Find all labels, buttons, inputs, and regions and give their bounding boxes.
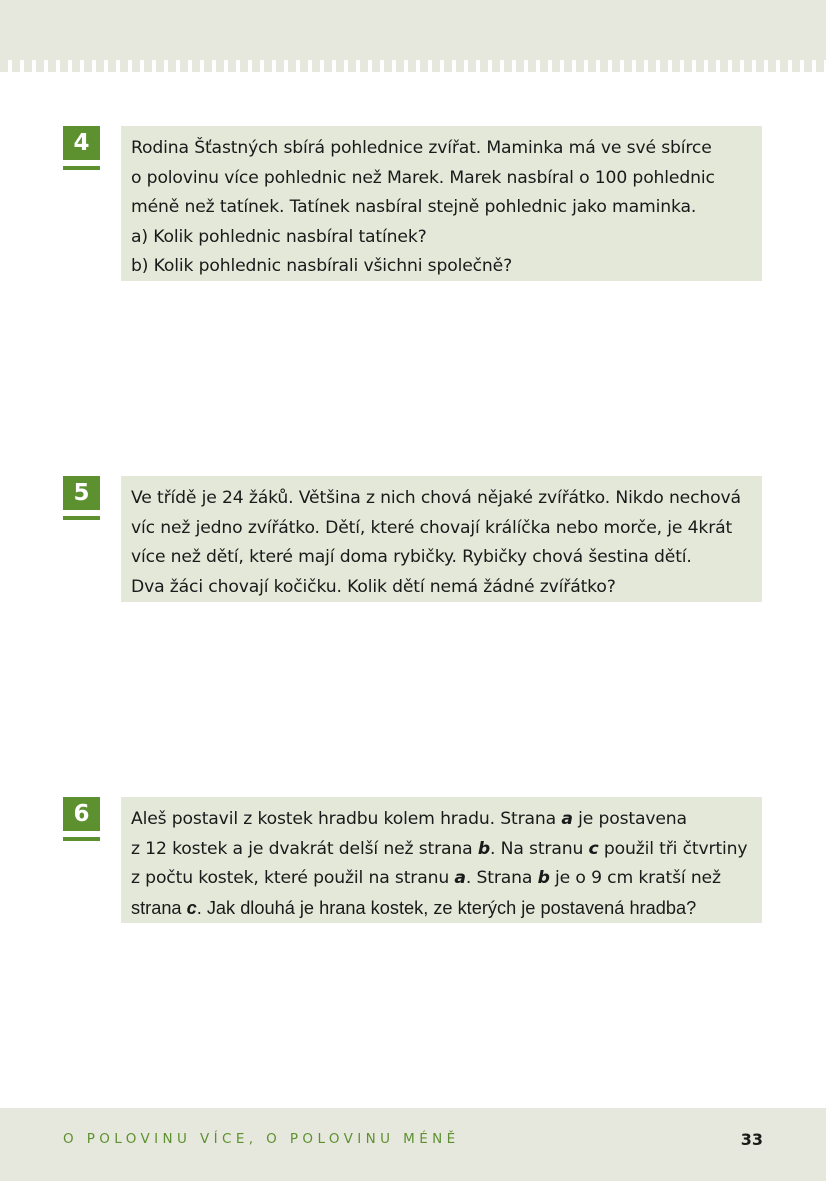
task-line: méně než tatínek. Tatínek nasbíral stejně pohlednic jako maminka.	[131, 197, 697, 217]
task-number-underline	[63, 516, 100, 520]
task-text-box	[121, 797, 762, 923]
task-line: o polovinu více pohlednic než Marek. Marek nasbíral o 100 pohlednic	[131, 167, 715, 188]
page-footer	[0, 1108, 826, 1181]
task-line: Ve třídě je 24 žáků. Většina z nich chová nějaké zvířátko. Nikdo nechová	[131, 488, 741, 508]
task-line: b) Kolik pohlednic nasbírali všichni společně?	[131, 256, 513, 276]
task-line: strana c. Jak dlouhá je hrana kostek, ze kterých je postavená hradba?	[131, 897, 697, 918]
task-number-badge: 6	[63, 797, 100, 831]
variable: c	[186, 897, 197, 918]
variable: b	[537, 868, 550, 888]
task-text-box	[121, 126, 762, 281]
task-line: z 12 kostek a je dvakrát delší než strana b. Na stranu c použil tři čtvrtiny	[131, 838, 748, 859]
task-number-badge: 4	[63, 126, 100, 160]
variable: b	[477, 838, 490, 859]
task-text-box	[121, 476, 762, 602]
task-line: Dva žáci chovají kočičku. Kolik dětí nemá žádné zvířátko?	[131, 576, 616, 597]
page-number: 33	[740, 1130, 763, 1149]
task-line: z počtu kostek, které použil na stranu a. Strana b je o 9 cm kratší než	[131, 868, 721, 888]
variable: a	[561, 809, 573, 829]
variable: a	[454, 868, 466, 888]
task-line: Aleš postavil z kostek hradbu kolem hradu. Strana a je postavena	[131, 809, 687, 829]
task-line: více než dětí, které mají doma rybičky. Rybičky chová šestina dětí.	[131, 547, 692, 567]
variable: c	[588, 838, 599, 859]
task-number-underline	[63, 166, 100, 170]
top-band	[0, 0, 826, 60]
task-line: a) Kolik pohlednic nasbíral tatínek?	[131, 226, 427, 247]
task-line: Rodina Šťastných sbírá pohlednice zvířat. Maminka má ve své sbírce	[131, 138, 712, 158]
task-number-badge: 5	[63, 476, 100, 510]
perforated-edge	[0, 60, 826, 72]
task-line: víc než jedno zvířátko. Dětí, které chovají králíčka nebo morče, je 4krát	[131, 517, 733, 538]
chapter-title: O POLOVINU VÍCE, O POLOVINU MÉNĚ	[63, 1131, 460, 1147]
task-number-underline	[63, 837, 100, 841]
